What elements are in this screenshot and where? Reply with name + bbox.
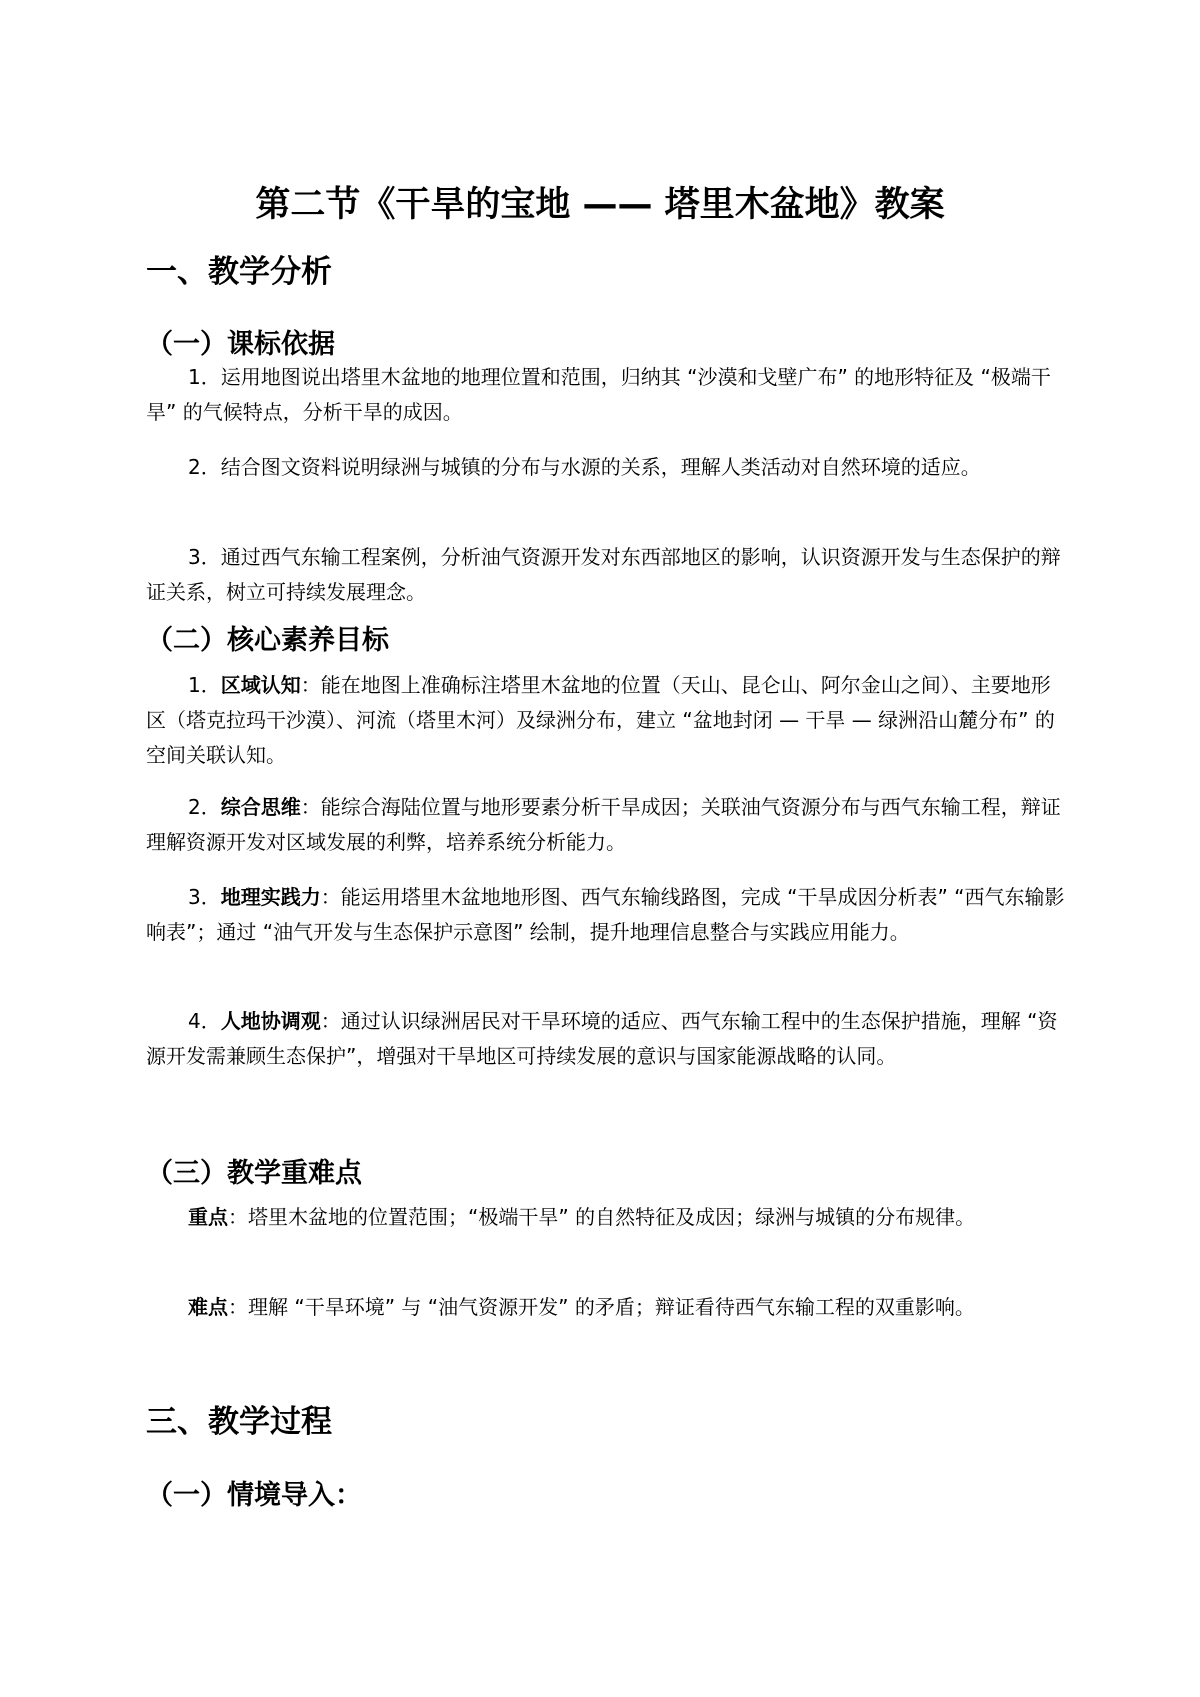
difficult-points-text: ：理解 “干旱环境” 与 “油气资源开发” 的矛盾；辩证看待西气东输工程的双重影响。 <box>228 1295 975 1319</box>
curriculum-item-3: 3．通过西气东输工程案例，分析油气资源开发对东西部地区的影响，认识资源开发与生态保护的辩证关系，树立可持续发展理念。 <box>146 545 1061 604</box>
competency-item-number: 1． <box>188 673 221 697</box>
competency-item-text: ：能综合海陆位置与地形要素分析干旱成因；关联油气资源分布与西气东输工程，辩证理解资源开发对区域发展的利弊，培养系统分析能力。 <box>146 795 1061 854</box>
subsection-heading-core-competency-goals: （二）核心素养目标 <box>146 625 389 656</box>
difficult-points-paragraph <box>146 1290 1066 1325</box>
competency-item-geographic-practice <box>146 880 1066 950</box>
curriculum-item-1: 1．运用地图说出塔里木盆地的地理位置和范围，归纳其 “沙漠和戈壁广布” 的地形特征及 “极端干旱” 的气候特点，分析干旱的成因。 <box>146 365 1051 424</box>
competency-item-text: ：通过认识绿洲居民对干旱环境的适应、西气东输工程中的生态保护措施，理解 “资源开发需兼顾生态保护”，增强对干旱地区可持续发展的意识与国家能源战略的认同。 <box>146 1009 1058 1068</box>
difficult-points-label: 难点 <box>188 1295 228 1319</box>
competency-item-text: ：能在地图上准确标注塔里木盆地的位置（天山、昆仑山、阿尔金山之间）、主要地形区（塔克拉玛干沙漠）、河流（塔里木河）及绿洲分布，建立 “盆地封闭 — 干旱 — 绿洲沿山麓分布” 的空间关联认知。 <box>146 673 1055 767</box>
competency-item-human-earth-coordination <box>146 1004 1066 1074</box>
competency-item-label: 地理实践力 <box>220 885 321 909</box>
competency-item-label: 综合思维 <box>220 795 301 819</box>
subsection-heading-situation-introduction: （一）情境导入： <box>146 1480 362 1511</box>
competency-item-regional-cognition <box>146 668 1066 773</box>
section-heading-teaching-process: 三、教学过程 <box>146 1404 332 1440</box>
section-heading-teaching-analysis: 一、教学分析 <box>146 254 332 290</box>
curriculum-item-2: 2．结合图文资料说明绿洲与城镇的分布与水源的关系，理解人类活动对自然环境的适应。 <box>188 455 981 479</box>
subsection-heading-curriculum-basis: （一）课标依据 <box>146 329 335 360</box>
competency-item-label: 区域认知 <box>220 673 301 697</box>
document-title: 第二节《干旱的宝地 —— 塔里木盆地》教案 <box>255 185 945 225</box>
key-points-text: ：塔里木盆地的位置范围；“极端干旱” 的自然特征及成因；绿洲与城镇的分布规律。 <box>228 1205 976 1229</box>
competency-item-label: 人地协调观 <box>220 1009 321 1033</box>
competency-item-comprehensive-thinking <box>146 790 1066 860</box>
subsection-heading-key-difficult-points: （三）教学重难点 <box>146 1158 362 1189</box>
competency-item-number: 4． <box>188 1009 221 1033</box>
competency-item-number: 3． <box>188 885 221 909</box>
key-points-label: 重点 <box>188 1205 228 1229</box>
key-points-paragraph <box>146 1200 1066 1235</box>
competency-item-text: ：能运用塔里木盆地地形图、西气东输线路图，完成 “干旱成因分析表” “西气东输影响表”；通过 “油气开发与生态保护示意图” 绘制，提升地理信息整合与实践应用能力。 <box>146 885 1065 944</box>
competency-item-number: 2． <box>188 795 221 819</box>
